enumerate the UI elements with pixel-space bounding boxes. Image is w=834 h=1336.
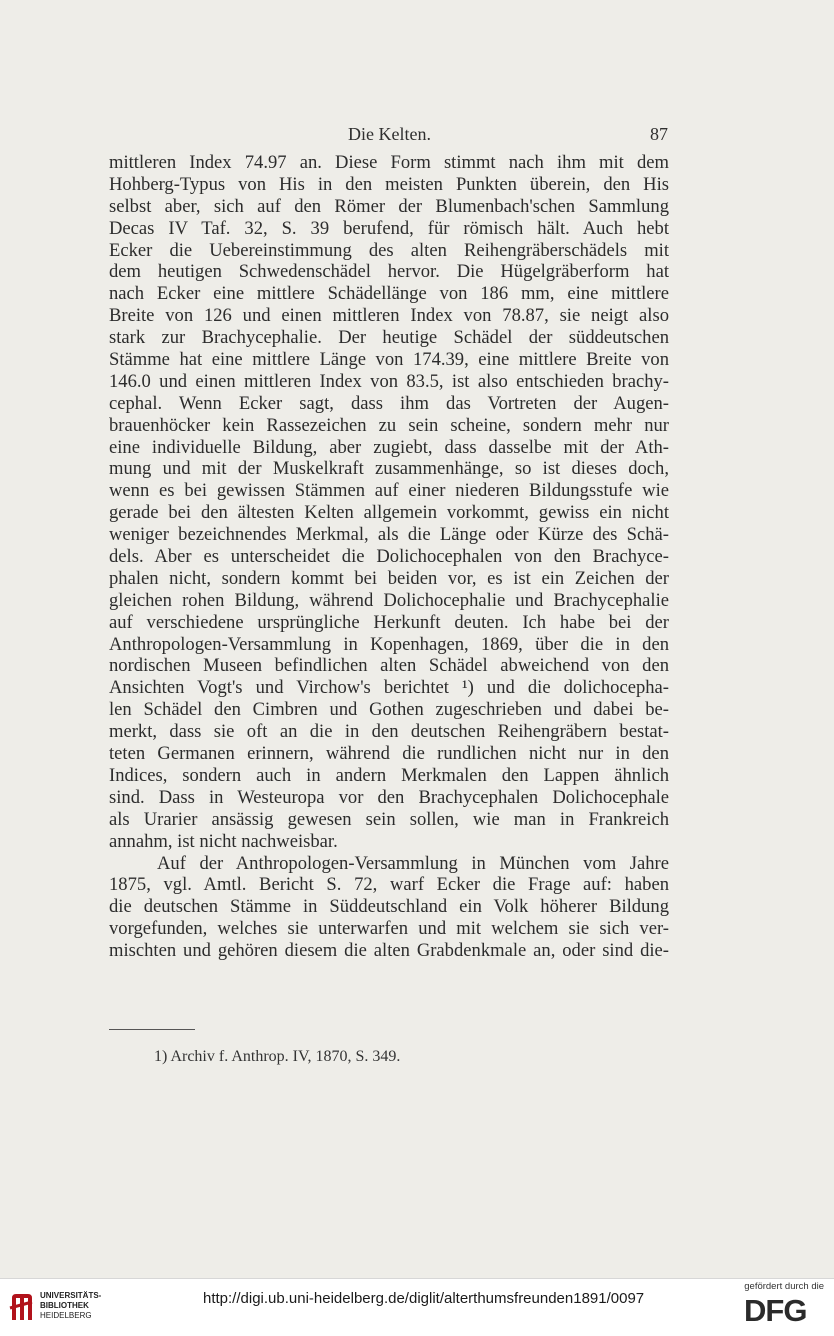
university-library-logo[interactable] <box>6 1288 116 1328</box>
text-line: vorgefunden, welches sie unterwarfen und mit welchem sie sich ver- <box>109 918 669 940</box>
text-line: Decas IV Taf. 32, S. 39 berufend, für römisch hält. Auch hebt <box>109 217 669 239</box>
text-line: die deutschen Stämme in Süddeutschland ein Volk höherer Bildung <box>109 896 669 918</box>
running-title: Die Kelten. <box>348 124 431 144</box>
dfg-funding-logo[interactable] <box>740 1281 828 1331</box>
text-line: Hohberg-Typus von His in den meisten Punkten überein, den His <box>109 173 669 195</box>
text-line: weniger bezeichnendes Merkmal, als die Länge oder Kürze des Schä- <box>109 524 669 546</box>
text-line: brauenhöcker kein Rassezeichen zu sein scheine, sondern mehr nur <box>109 414 669 436</box>
text-line: phalen nicht, sondern kommt bei beiden vor, es ist ein Zeichen der <box>109 567 669 589</box>
text-line: gleichen rohen Bildung, während Dolichocephalie und Brachycephalie <box>109 589 669 611</box>
text-line: gerade bei den ältesten Kelten allgemein vorkommt, gewiss ein nicht <box>109 502 669 524</box>
text-line: merkt, dass sie oft an die in den deutschen Reihengräbern bestat- <box>109 721 669 743</box>
footnote-rule <box>109 1029 195 1030</box>
running-header <box>111 124 668 148</box>
text-line: cephal. Wenn Ecker sagt, dass ihm das Vortreten der Augen- <box>109 392 669 414</box>
text-line: Stämme hat eine mittlere Länge von 174.39, eine mittlere Breite von <box>109 349 669 371</box>
text-line: mischten und gehören diesem die alten Grabdenkmale an, oder sind die- <box>109 940 669 962</box>
text-line: als Urarier ansässig gewesen sein sollen, wie man in Frankreich <box>109 808 669 830</box>
text-line: dels. Aber es unterscheidet die Dolichocephalen von den Brachyce- <box>109 546 669 568</box>
text-line: Breite von 126 und einen mittleren Index von 78.87, sie neigt also <box>109 305 669 327</box>
text-line: nach Ecker eine mittlere Schädellänge von 186 mm, eine mittlere <box>109 283 669 305</box>
page-number: 87 <box>650 124 668 144</box>
text-line: mung und mit der Muskelkraft zusammenhänge, so ist dieses doch, <box>109 458 669 480</box>
text-line: stark zur Brachycephalie. Der heutige Schädel der süddeutschen <box>109 327 669 349</box>
text-line: dem heutigen Schwedenschädel hervor. Die Hügelgräberform hat <box>109 261 669 283</box>
text-line: sind. Dass in Westeuropa vor den Brachycephalen Dolichocephale <box>109 786 669 808</box>
text-line: teten Germanen erinnern, während die rundlichen nicht nur in den <box>109 743 669 765</box>
text-line: Indices, sondern auch in andern Merkmalen den Lappen ähnlich <box>109 764 669 786</box>
funding-note: gefördert durch die <box>744 1281 824 1292</box>
text-line: Anthropologen-Versammlung in Kopenhagen, 1869, über die in den <box>109 633 669 655</box>
text-line: annahm, ist nicht nachweisbar. <box>109 830 338 852</box>
logo-text <box>40 1291 101 1321</box>
text-line: nordischen Museen befindlichen alten Schädel abweichend von den <box>109 655 669 677</box>
text-line: 146.0 und einen mittleren Index von 83.5, ist also entschieden brachy- <box>109 370 669 392</box>
dfg-logo-text: DFG <box>744 1293 807 1328</box>
text-line: 1875, vgl. Amtl. Bericht S. 72, warf Ecker die Frage auf: haben <box>109 874 669 896</box>
text-line: len Schädel den Cimbren und Gothen zugeschrieben und dabei be- <box>109 699 669 721</box>
logo-line-2: BIBLIOTHEK <box>40 1301 89 1310</box>
text-line: Ecker die Uebereinstimmung des alten Reihengräberschädels mit <box>109 239 669 261</box>
text-line: Ansichten Vogt's und Virchow's berichtet ¹) und die dolichocepha- <box>109 677 669 699</box>
logo-line-3: HEIDELBERG <box>40 1311 92 1320</box>
text-line: selbst aber, sich auf den Römer der Blumenbach'schen Sammlung <box>109 195 669 217</box>
ub-heidelberg-logo-icon <box>6 1290 36 1324</box>
body-text <box>109 152 669 962</box>
text-line: eine individuelle Bildung, aber zugiebt, dass dasselbe mit der Ath- <box>109 436 669 458</box>
footnote: 1) Archiv f. Anthrop. IV, 1870, S. 349. <box>154 1048 401 1065</box>
text-line: auf verschiedene ursprüngliche Herkunft deuten. Ich habe bei der <box>109 611 669 633</box>
permalink-url[interactable]: http://digi.ub.uni-heidelberg.de/diglit/alterthumsfreunden1891/0097 <box>203 1290 645 1307</box>
viewer-footer-bar <box>0 1278 834 1336</box>
text-line: mittleren Index 74.97 an. Diese Form stimmt nach ihm mit dem <box>109 152 669 173</box>
logo-line-1: UNIVERSITÄTS- <box>40 1291 102 1300</box>
text-line: wenn es bei gewissen Stämmen auf einer niederen Bildungsstufe wie <box>109 480 669 502</box>
text-line: Auf der Anthropologen-Versammlung in München vom Jahre <box>157 852 669 874</box>
